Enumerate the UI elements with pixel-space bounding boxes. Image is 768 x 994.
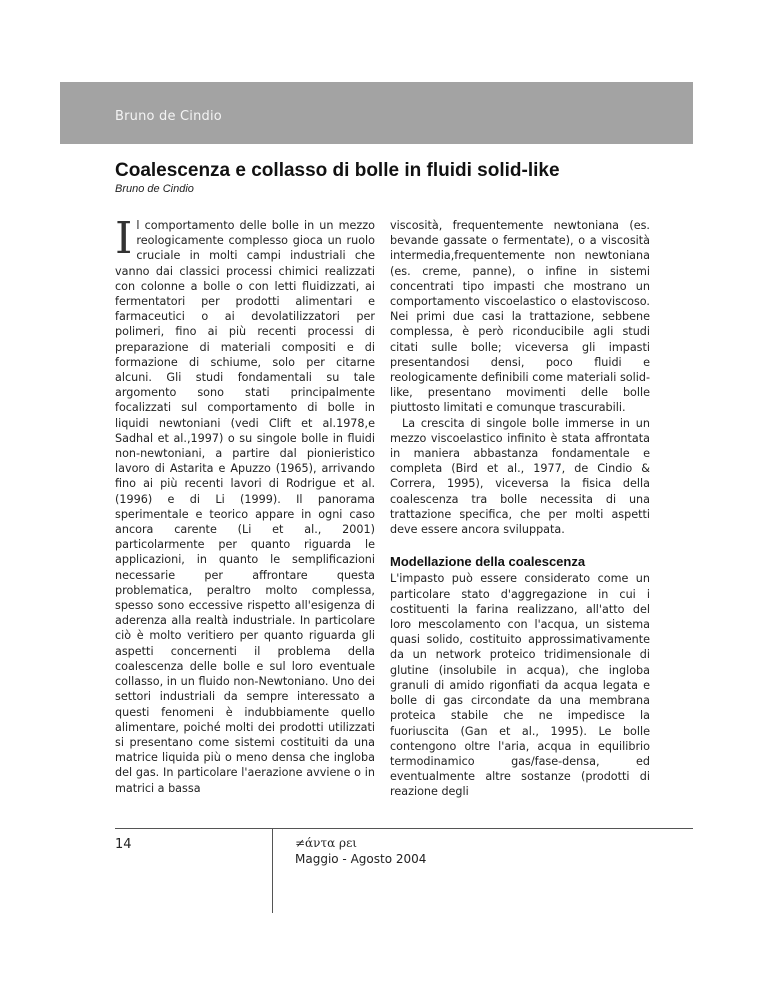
footer-divider [272,828,273,913]
section-heading: Modellazione della coalescenza [390,554,586,570]
intro-paragraph-text-left: l comportamento delle bolle in un mezzo reologicamente complesso gioca un ruolo cruciale in molti campi industriali che vanno dai classici processi chimici realizzati con colonne a bolle o con letti fluidizzati, ai fermentatori per prodotti alimentari e farmaceutici o ai devolatilizzatori per polimeri, fino ai più recenti processi di preparazione di materiali compositi e di formazione di schiume, solo per citarne alcuni. Gli studi fondamentali su tale argomento sono stati principalmente focalizzati sul comportamento di bolle in liquidi newtoniani (vedi Clift et al.1978,e Sadhal et al.,1997) o su singole bolle in fluidi non-newtoniani, a partire dal pionieristico lavoro di Astarita e Apuzzo (1965), arrivando fino ai più recenti lavori di Rodrigue et al. (1996) e di Li (1999). Il panorama sperimentale e teorico appare in ogni caso ancora carente (Li et al., 2001) particolarmente per quanto riguarda le applicazioni, in quanto le semplificazioni necessarie per affrontare questa problematica, peraltro molto complessa, spesso sono eccessive rispetto all'esigenza di aderenza alla realtà industriale. In particolare ciò è molto veritiero per quanto riguarda gli aspetti concernenti il problema della coalescenza delle bolle e sul loro eventuale collasso, in un fluido non-Newtoniano. Uno dei settori industriali da sempre interessato a questi fenomeni è indubbiamente quello alimentare, poiché molti dei prodotti utilizzati si presentano come sistemi costituiti da una matrice liquida più o meno densa che ingloba del gas. In particolare l'aerazione avviene o in matrici a bassa [115,219,375,795]
header-band [60,82,693,144]
body-column-right [390,218,650,800]
issue-date: Maggio - Agosto 2004 [295,852,427,866]
article-title: Coalescenza e collasso di bolle in fluidi solid-like [115,160,560,181]
running-head: Bruno de Cindio [115,109,222,124]
growth-paragraph: La crescita di singole bolle immerse in un mezzo viscoelastico infinito è stata affrontata in maniera abbastanza fondamentale e completa (Bird et al., 1977, de Cindio & Correra, 1995), viceversa la fisica della coalescenza tra bolle necessita di una trattazione specifica, che per molti aspetti deve essere ancora sviluppata. [390,416,650,537]
footer-rule [115,828,693,829]
drop-cap: I [115,213,133,264]
intro-paragraph-text-right: viscosità, frequentemente newtoniana (es. bevande gassate o fermentate), o a viscosità intermedia,frequentemente non newtoniana (es. creme, panne), o infine in sistemi concentrati tipo impasti che mostrano un comportamento viscoelastico o elastoviscoso. Nei primi due casi la trattazione, sebbene complessa, è però riconducibile agli studi citati sulle bolle; viceversa gli impasti presentandosi densi, poco fluidi e reologicamente definibili come materiali solid-like, presentano movimenti delle bolle piuttosto limitati e comunque trascurabili. [390,219,650,415]
body-column-left [115,213,375,796]
intro-paragraph [115,213,375,796]
page-number: 14 [115,837,132,852]
journal-name: ≠άντα ρει [295,836,357,850]
article-author: Bruno de Cindio [115,183,194,195]
model-paragraph: L'impasto può essere considerato come un particolare stato d'aggregazione in cui i costituenti la farina realizzano, all'atto del loro mescolamento con l'acqua, un sistema quasi solido, costituito approssimativamente da un network proteico tridimensionale di glutine (insolubile in acqua), che ingloba granuli di amido rigonfiati da acqua legata e bolle di gas circondate da una membrana proteica stabile che ne impedisce la fuoriuscita (Gan et al., 1995). Le bolle contengono oltre l'aria, acqua in equilibrio termodinamico gas/fase-densa, ed eventualmente altre sostanze (prodotti di reazione degli [390,572,650,799]
